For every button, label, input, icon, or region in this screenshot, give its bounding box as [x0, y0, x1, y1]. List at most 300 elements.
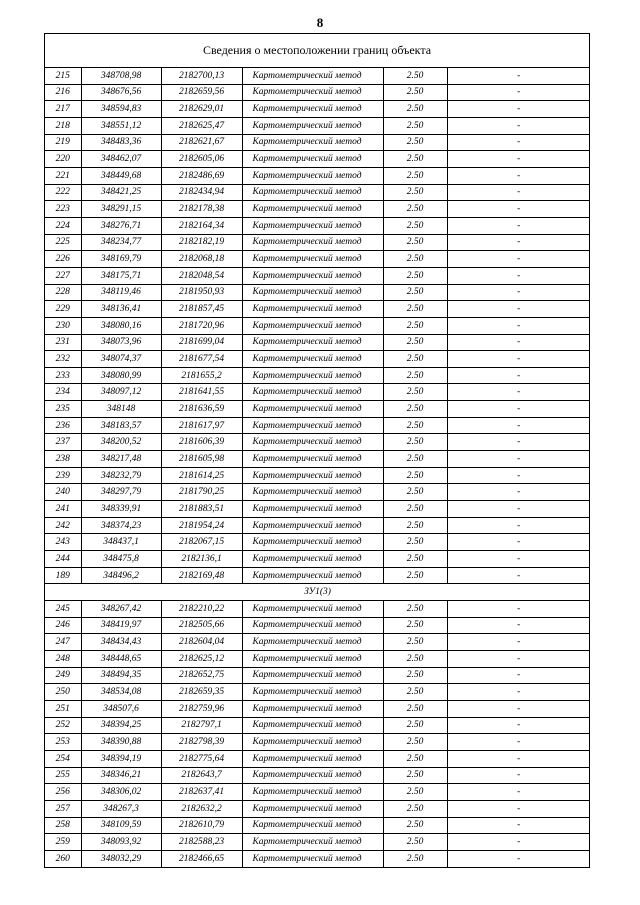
x-coordinate-cell: 348534,08	[81, 684, 161, 701]
y-coordinate-cell: 2181605,98	[161, 451, 242, 468]
accuracy-cell: 2.50	[383, 567, 447, 584]
y-coordinate-cell: 2182797,1	[161, 717, 242, 734]
description-cell: -	[447, 567, 590, 584]
point-number-cell: 225	[45, 234, 81, 251]
method-cell: Картометрический метод	[242, 717, 383, 734]
method-cell: Картометрический метод	[242, 334, 383, 351]
description-cell: -	[447, 351, 590, 368]
method-cell: Картометрический метод	[242, 451, 383, 468]
table-row	[45, 167, 590, 184]
accuracy-cell: 2.50	[383, 301, 447, 318]
accuracy-cell: 2.50	[383, 817, 447, 834]
point-number-cell: 227	[45, 267, 81, 284]
point-number-cell: 215	[45, 68, 81, 84]
x-coordinate-cell: 348394,25	[81, 717, 161, 734]
description-cell: -	[447, 484, 590, 501]
point-number-cell: 256	[45, 784, 81, 801]
point-number-cell: 231	[45, 334, 81, 351]
method-cell: Картометрический метод	[242, 534, 383, 551]
description-cell: -	[447, 501, 590, 518]
method-cell: Картометрический метод	[242, 251, 383, 268]
accuracy-cell: 2.50	[383, 684, 447, 701]
y-coordinate-cell: 2182652,75	[161, 667, 242, 684]
point-number-cell: 238	[45, 451, 81, 468]
method-cell: Картометрический метод	[242, 467, 383, 484]
point-number-cell: 216	[45, 84, 81, 101]
x-coordinate-cell: 348496,2	[81, 567, 161, 584]
description-cell: -	[447, 184, 590, 201]
x-coordinate-cell: 348136,41	[81, 301, 161, 318]
y-coordinate-cell: 2181655,2	[161, 367, 242, 384]
y-coordinate-cell: 2181617,97	[161, 417, 242, 434]
section-label: ЗУ1(3)	[45, 584, 590, 601]
description-cell: -	[447, 551, 590, 568]
point-number-cell: 257	[45, 800, 81, 817]
table-row	[45, 650, 590, 667]
point-number-cell: 239	[45, 467, 81, 484]
y-coordinate-cell: 2182759,96	[161, 700, 242, 717]
point-number-cell: 260	[45, 850, 81, 866]
x-coordinate-cell: 348097,12	[81, 384, 161, 401]
table-row	[45, 134, 590, 151]
y-coordinate-cell: 2182605,06	[161, 151, 242, 168]
description-cell: -	[447, 101, 590, 118]
description-cell: -	[447, 717, 590, 734]
table-row	[45, 267, 590, 284]
y-coordinate-cell: 2182182,19	[161, 234, 242, 251]
accuracy-cell: 2.50	[383, 134, 447, 151]
table-row	[45, 101, 590, 118]
accuracy-cell: 2.50	[383, 151, 447, 168]
y-coordinate-cell: 2181614,25	[161, 467, 242, 484]
description-cell: -	[447, 784, 590, 801]
method-cell: Картометрический метод	[242, 684, 383, 701]
point-number-cell: 226	[45, 251, 81, 268]
accuracy-cell: 2.50	[383, 700, 447, 717]
table-row	[45, 567, 590, 584]
x-coordinate-cell: 348080,16	[81, 317, 161, 334]
table-row	[45, 700, 590, 717]
accuracy-cell: 2.50	[383, 434, 447, 451]
x-coordinate-cell: 348297,79	[81, 484, 161, 501]
table-row	[45, 401, 590, 418]
point-number-cell: 217	[45, 101, 81, 118]
accuracy-cell: 2.50	[383, 251, 447, 268]
section-row	[45, 584, 590, 601]
description-cell: -	[447, 284, 590, 301]
x-coordinate-cell: 348109,59	[81, 817, 161, 834]
point-number-cell: 248	[45, 650, 81, 667]
method-cell: Картометрический метод	[242, 667, 383, 684]
table-row	[45, 501, 590, 518]
description-cell: -	[447, 151, 590, 168]
point-number-cell: 232	[45, 351, 81, 368]
table-row	[45, 384, 590, 401]
description-cell: -	[447, 434, 590, 451]
accuracy-cell: 2.50	[383, 367, 447, 384]
description-cell: -	[447, 650, 590, 667]
method-cell: Картометрический метод	[242, 567, 383, 584]
y-coordinate-cell: 2182629,01	[161, 101, 242, 118]
description-cell: -	[447, 750, 590, 767]
x-coordinate-cell: 348234,77	[81, 234, 161, 251]
table-row	[45, 201, 590, 218]
point-number-cell: 223	[45, 201, 81, 218]
table-row	[45, 234, 590, 251]
method-cell: Картометрический метод	[242, 551, 383, 568]
description-cell: -	[447, 267, 590, 284]
y-coordinate-cell: 2182466,65	[161, 850, 242, 866]
x-coordinate-cell: 348448,65	[81, 650, 161, 667]
description-cell: -	[447, 84, 590, 101]
y-coordinate-cell: 2182700,13	[161, 68, 242, 84]
point-number-cell: 229	[45, 301, 81, 318]
x-coordinate-cell: 348394,19	[81, 750, 161, 767]
x-coordinate-cell: 348676,56	[81, 84, 161, 101]
method-cell: Картометрический метод	[242, 134, 383, 151]
y-coordinate-cell: 2182659,56	[161, 84, 242, 101]
method-cell: Картометрический метод	[242, 784, 383, 801]
method-cell: Картометрический метод	[242, 800, 383, 817]
x-coordinate-cell: 348276,71	[81, 217, 161, 234]
boundary-points-table	[45, 68, 590, 867]
point-number-cell: 246	[45, 617, 81, 634]
x-coordinate-cell: 348175,71	[81, 267, 161, 284]
table-row	[45, 534, 590, 551]
accuracy-cell: 2.50	[383, 351, 447, 368]
table-row	[45, 367, 590, 384]
method-cell: Картометрический метод	[242, 634, 383, 651]
table-row	[45, 684, 590, 701]
method-cell: Картометрический метод	[242, 650, 383, 667]
table-row	[45, 351, 590, 368]
y-coordinate-cell: 2181699,04	[161, 334, 242, 351]
point-number-cell: 234	[45, 384, 81, 401]
description-cell: -	[447, 201, 590, 218]
description-cell: -	[447, 800, 590, 817]
method-cell: Картометрический метод	[242, 351, 383, 368]
table-row	[45, 434, 590, 451]
description-cell: -	[447, 700, 590, 717]
method-cell: Картометрический метод	[242, 184, 383, 201]
y-coordinate-cell: 2181857,45	[161, 301, 242, 318]
description-cell: -	[447, 834, 590, 851]
point-number-cell: 244	[45, 551, 81, 568]
point-number-cell: 240	[45, 484, 81, 501]
table-row	[45, 734, 590, 751]
x-coordinate-cell: 348032,29	[81, 850, 161, 866]
method-cell: Картометрический метод	[242, 601, 383, 618]
y-coordinate-cell: 2182048,54	[161, 267, 242, 284]
y-coordinate-cell: 2182604,04	[161, 634, 242, 651]
x-coordinate-cell: 348551,12	[81, 117, 161, 134]
point-number-cell: 255	[45, 767, 81, 784]
description-cell: -	[447, 850, 590, 866]
accuracy-cell: 2.50	[383, 484, 447, 501]
x-coordinate-cell: 348169,79	[81, 251, 161, 268]
y-coordinate-cell: 2182632,2	[161, 800, 242, 817]
table-row	[45, 617, 590, 634]
accuracy-cell: 2.50	[383, 334, 447, 351]
y-coordinate-cell: 2182505,66	[161, 617, 242, 634]
table-row	[45, 284, 590, 301]
description-cell: -	[447, 517, 590, 534]
y-coordinate-cell: 2181677,54	[161, 351, 242, 368]
table-row	[45, 451, 590, 468]
accuracy-cell: 2.50	[383, 117, 447, 134]
method-cell: Картометрический метод	[242, 501, 383, 518]
x-coordinate-cell: 348421,25	[81, 184, 161, 201]
method-cell: Картометрический метод	[242, 617, 383, 634]
method-cell: Картометрический метод	[242, 434, 383, 451]
method-cell: Картометрический метод	[242, 734, 383, 751]
y-coordinate-cell: 2182610,79	[161, 817, 242, 834]
y-coordinate-cell: 2182625,47	[161, 117, 242, 134]
method-cell: Картометрический метод	[242, 517, 383, 534]
y-coordinate-cell: 2182643,7	[161, 767, 242, 784]
table-row	[45, 517, 590, 534]
table-row	[45, 317, 590, 334]
table-row	[45, 117, 590, 134]
y-coordinate-cell: 2182637,41	[161, 784, 242, 801]
point-number-cell: 228	[45, 284, 81, 301]
table-body	[45, 68, 590, 867]
table-row	[45, 601, 590, 618]
table-heading: Сведения о местоположении границ объекта	[45, 34, 589, 68]
method-cell: Картометрический метод	[242, 817, 383, 834]
y-coordinate-cell: 2182621,67	[161, 134, 242, 151]
table-row	[45, 634, 590, 651]
x-coordinate-cell: 348339,91	[81, 501, 161, 518]
accuracy-cell: 2.50	[383, 267, 447, 284]
table-row	[45, 484, 590, 501]
method-cell: Картометрический метод	[242, 117, 383, 134]
point-number-cell: 241	[45, 501, 81, 518]
y-coordinate-cell: 2182775,64	[161, 750, 242, 767]
page-number: 8	[316, 15, 324, 30]
y-coordinate-cell: 2181720,96	[161, 317, 242, 334]
method-cell: Картометрический метод	[242, 101, 383, 118]
x-coordinate-cell: 348483,36	[81, 134, 161, 151]
point-number-cell: 230	[45, 317, 81, 334]
accuracy-cell: 2.50	[383, 617, 447, 634]
point-number-cell: 233	[45, 367, 81, 384]
y-coordinate-cell: 2182067,15	[161, 534, 242, 551]
description-cell: -	[447, 617, 590, 634]
description-cell: -	[447, 317, 590, 334]
y-coordinate-cell: 2181883,51	[161, 501, 242, 518]
accuracy-cell: 2.50	[383, 534, 447, 551]
accuracy-cell: 2.50	[383, 667, 447, 684]
x-coordinate-cell: 348434,43	[81, 634, 161, 651]
accuracy-cell: 2.50	[383, 68, 447, 84]
point-number-cell: 259	[45, 834, 81, 851]
description-cell: -	[447, 384, 590, 401]
method-cell: Картометрический метод	[242, 384, 383, 401]
description-cell: -	[447, 767, 590, 784]
accuracy-cell: 2.50	[383, 784, 447, 801]
method-cell: Картометрический метод	[242, 417, 383, 434]
description-cell: -	[447, 401, 590, 418]
method-cell: Картометрический метод	[242, 401, 383, 418]
point-number-cell: 243	[45, 534, 81, 551]
description-cell: -	[447, 417, 590, 434]
method-cell: Картометрический метод	[242, 484, 383, 501]
x-coordinate-cell: 348449,68	[81, 167, 161, 184]
y-coordinate-cell: 2182798,39	[161, 734, 242, 751]
x-coordinate-cell: 348093,92	[81, 834, 161, 851]
table-row	[45, 301, 590, 318]
x-coordinate-cell: 348374,23	[81, 517, 161, 534]
table-row	[45, 750, 590, 767]
y-coordinate-cell: 2182210,22	[161, 601, 242, 618]
method-cell: Картометрический метод	[242, 84, 383, 101]
x-coordinate-cell: 348494,35	[81, 667, 161, 684]
table-row	[45, 151, 590, 168]
description-cell: -	[447, 117, 590, 134]
accuracy-cell: 2.50	[383, 767, 447, 784]
x-coordinate-cell: 348507,6	[81, 700, 161, 717]
x-coordinate-cell: 348074,37	[81, 351, 161, 368]
accuracy-cell: 2.50	[383, 650, 447, 667]
method-cell: Картометрический метод	[242, 201, 383, 218]
point-number-cell: 252	[45, 717, 81, 734]
description-cell: -	[447, 301, 590, 318]
y-coordinate-cell: 2181790,25	[161, 484, 242, 501]
y-coordinate-cell: 2181641,55	[161, 384, 242, 401]
point-number-cell: 242	[45, 517, 81, 534]
method-cell: Картометрический метод	[242, 767, 383, 784]
y-coordinate-cell: 2182178,38	[161, 201, 242, 218]
accuracy-cell: 2.50	[383, 750, 447, 767]
accuracy-cell: 2.50	[383, 401, 447, 418]
point-number-cell: 245	[45, 601, 81, 618]
table-row	[45, 717, 590, 734]
x-coordinate-cell: 348390,88	[81, 734, 161, 751]
point-number-cell: 254	[45, 750, 81, 767]
description-cell: -	[447, 667, 590, 684]
method-cell: Картометрический метод	[242, 267, 383, 284]
x-coordinate-cell: 348080,99	[81, 367, 161, 384]
x-coordinate-cell: 348119,46	[81, 284, 161, 301]
accuracy-cell: 2.50	[383, 184, 447, 201]
point-number-cell: 218	[45, 117, 81, 134]
method-cell: Картометрический метод	[242, 167, 383, 184]
accuracy-cell: 2.50	[383, 451, 447, 468]
x-coordinate-cell: 348419,97	[81, 617, 161, 634]
x-coordinate-cell: 348291,15	[81, 201, 161, 218]
table-row	[45, 217, 590, 234]
y-coordinate-cell: 2181954,24	[161, 517, 242, 534]
description-cell: -	[447, 534, 590, 551]
point-number-cell: 236	[45, 417, 81, 434]
accuracy-cell: 2.50	[383, 734, 447, 751]
table-row	[45, 667, 590, 684]
table-row	[45, 850, 590, 866]
description-cell: -	[447, 68, 590, 84]
table-row	[45, 184, 590, 201]
y-coordinate-cell: 2182136,1	[161, 551, 242, 568]
x-coordinate-cell: 348267,3	[81, 800, 161, 817]
description-cell: -	[447, 601, 590, 618]
method-cell: Картометрический метод	[242, 234, 383, 251]
point-number-cell: 222	[45, 184, 81, 201]
method-cell: Картометрический метод	[242, 68, 383, 84]
description-cell: -	[447, 467, 590, 484]
x-coordinate-cell: 348267,42	[81, 601, 161, 618]
description-cell: -	[447, 234, 590, 251]
y-coordinate-cell: 2182486,69	[161, 167, 242, 184]
accuracy-cell: 2.50	[383, 217, 447, 234]
accuracy-cell: 2.50	[383, 717, 447, 734]
accuracy-cell: 2.50	[383, 84, 447, 101]
x-coordinate-cell: 348594,83	[81, 101, 161, 118]
y-coordinate-cell: 2182068,18	[161, 251, 242, 268]
method-cell: Картометрический метод	[242, 301, 383, 318]
point-number-cell: 221	[45, 167, 81, 184]
x-coordinate-cell: 348148	[81, 401, 161, 418]
x-coordinate-cell: 348708,98	[81, 68, 161, 84]
method-cell: Картометрический метод	[242, 750, 383, 767]
description-cell: -	[447, 634, 590, 651]
method-cell: Картометрический метод	[242, 834, 383, 851]
accuracy-cell: 2.50	[383, 501, 447, 518]
point-number-cell: 253	[45, 734, 81, 751]
accuracy-cell: 2.50	[383, 467, 447, 484]
description-cell: -	[447, 251, 590, 268]
accuracy-cell: 2.50	[383, 234, 447, 251]
x-coordinate-cell: 348475,8	[81, 551, 161, 568]
table-row	[45, 467, 590, 484]
description-cell: -	[447, 734, 590, 751]
x-coordinate-cell: 348437,1	[81, 534, 161, 551]
accuracy-cell: 2.50	[383, 551, 447, 568]
method-cell: Картометрический метод	[242, 217, 383, 234]
y-coordinate-cell: 2182164,34	[161, 217, 242, 234]
description-cell: -	[447, 134, 590, 151]
table-row	[45, 68, 590, 84]
table-row	[45, 334, 590, 351]
point-number-cell: 258	[45, 817, 81, 834]
x-coordinate-cell: 348073,96	[81, 334, 161, 351]
point-number-cell: 247	[45, 634, 81, 651]
table-row	[45, 817, 590, 834]
method-cell: Картометрический метод	[242, 317, 383, 334]
description-cell: -	[447, 167, 590, 184]
accuracy-cell: 2.50	[383, 850, 447, 866]
accuracy-cell: 2.50	[383, 384, 447, 401]
table-row	[45, 84, 590, 101]
y-coordinate-cell: 2182588,23	[161, 834, 242, 851]
accuracy-cell: 2.50	[383, 201, 447, 218]
x-coordinate-cell: 348462,07	[81, 151, 161, 168]
method-cell: Картометрический метод	[242, 367, 383, 384]
y-coordinate-cell: 2181636,59	[161, 401, 242, 418]
point-number-cell: 220	[45, 151, 81, 168]
accuracy-cell: 2.50	[383, 517, 447, 534]
x-coordinate-cell: 348217,48	[81, 451, 161, 468]
accuracy-cell: 2.50	[383, 284, 447, 301]
method-cell: Картометрический метод	[242, 284, 383, 301]
description-cell: -	[447, 817, 590, 834]
description-cell: -	[447, 451, 590, 468]
table-row	[45, 417, 590, 434]
point-number-cell: 251	[45, 700, 81, 717]
table-row	[45, 800, 590, 817]
description-cell: -	[447, 334, 590, 351]
y-coordinate-cell: 2182659,35	[161, 684, 242, 701]
description-cell: -	[447, 367, 590, 384]
